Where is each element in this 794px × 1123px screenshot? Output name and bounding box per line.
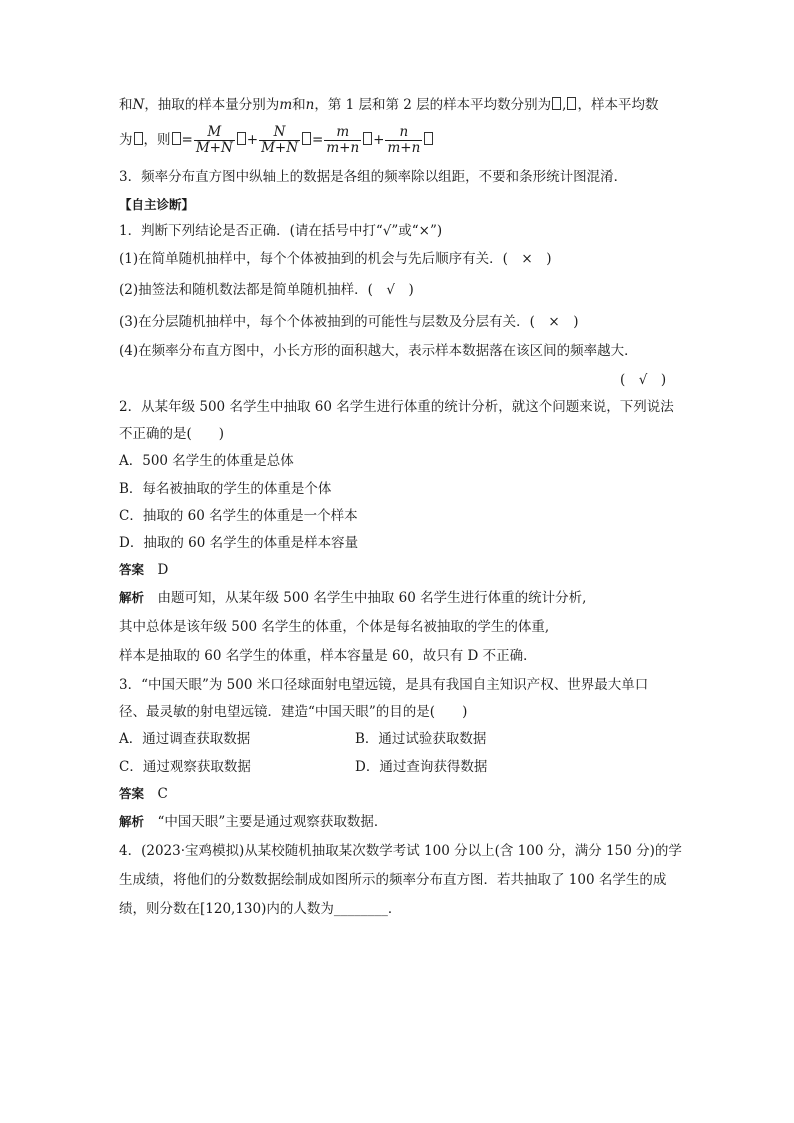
analysis-text: “中国天眼”主要是通过观察获取数据． xyxy=(157,814,388,830)
missing-glyph-box xyxy=(237,132,246,145)
q3-analysis xyxy=(119,813,387,831)
intro-line-3: 3．频率分布直方图中纵轴上的数据是各组的频率除以组距，不要和条形统计图混淆． xyxy=(119,169,628,185)
missing-glyph-box xyxy=(552,97,561,110)
fraction-denominator: M+N xyxy=(261,140,299,156)
q1-item-4: (4)在频率分布直方图中，小长方形的面积越大，表示样本数据落在该区间的频率越大． xyxy=(119,343,638,359)
q3-option-d: D．通过查询获得数据 xyxy=(355,759,488,775)
plus-sign: + xyxy=(246,132,259,148)
q2-analysis-line-3: 样本是抽取的 60 名学生的体重，样本容量是 60，故只有 D 不正确． xyxy=(119,648,537,664)
fraction-denominator: m+n xyxy=(387,140,421,156)
q1-item-3: (3)在分层随机抽样中，每个个体被抽到的可能性与层数及分层有关．( × ) xyxy=(119,314,579,330)
q2-stem-line-1: 2．从某年级 500 名学生中抽取 60 名学生进行体重的统计分析，就这个问题来说，下列说法 xyxy=(119,399,674,415)
equals-sign: = xyxy=(181,132,193,148)
intro-line-1: 和N，抽取的样本量分别为m和n，第 1 层和第 2 层的样本平均数分别为 , ，样本平均数 xyxy=(119,97,659,113)
q4-line-2: 生成绩，将他们的分数数据绘制成如图所示的频率分布直方图．若共抽取了 100 名学生的成 xyxy=(119,872,667,888)
text: 和 xyxy=(292,97,306,113)
answer-label: 答案 xyxy=(119,786,145,801)
text: 和 xyxy=(119,97,133,113)
q1-stem: 1．判断下列结论是否正确．(请在括号中打“√”或“×”) xyxy=(119,223,443,239)
math-var: m xyxy=(279,97,293,113)
q2-analysis-line-1 xyxy=(119,589,586,607)
fraction-numerator: n xyxy=(385,125,422,141)
text: ，第 1 层和第 2 层的样本平均数分别为 xyxy=(314,97,552,113)
answer-value: D xyxy=(157,562,169,578)
text: ，抽取的样本量分别为 xyxy=(144,97,280,113)
fraction-denominator: m+n xyxy=(326,140,360,156)
q2-option-d: D．抽取的 60 名学生的体重是样本容量 xyxy=(119,535,359,551)
q1-item-1: (1)在简单随机抽样中，每个个体被抽到的机会与先后顺序有关．( × ) xyxy=(119,251,552,267)
plus-sign: + xyxy=(373,132,385,148)
q4-line-3: 绩，则分数在[120,130)内的人数为________． xyxy=(119,901,402,917)
missing-glyph-box xyxy=(424,132,433,145)
fraction xyxy=(259,125,300,156)
text: ，样本平均数 xyxy=(577,97,659,113)
fraction-numerator: m xyxy=(324,125,361,141)
answer-label: 答案 xyxy=(119,562,145,577)
q1-item-2: (2)抽签法和随机数法都是简单随机抽样．( √ ) xyxy=(119,282,414,298)
q3-option-b: B．通过试验获取数据 xyxy=(355,731,487,747)
math-var: N xyxy=(132,97,145,113)
equals-sign: = xyxy=(312,132,324,148)
fraction xyxy=(194,125,235,156)
q3-option-c: C．通过观察获取数据 xyxy=(119,759,251,775)
q3-options-row-1 xyxy=(119,730,487,748)
missing-glyph-box xyxy=(567,97,576,110)
text: 为 xyxy=(119,132,133,148)
text: ，则 xyxy=(143,132,171,148)
analysis-label: 解析 xyxy=(119,590,145,605)
q2-option-b: B．每名被抽取的学生的体重是个体 xyxy=(119,481,332,497)
fraction-denominator: M+N xyxy=(195,140,233,156)
q2-analysis-line-2: 其中总体是该年级 500 名学生的体重，个体是每名被抽取的学生的体重, xyxy=(119,619,550,635)
missing-glyph-box xyxy=(302,132,311,145)
missing-glyph-box xyxy=(172,132,181,145)
q2-stem-line-2: 不正确的是( ) xyxy=(119,426,225,442)
q3-stem-line-1: 3．“中国天眼”为 500 米口径球面射电望远镜，是具有我国自主知识产权、世界最大单口 xyxy=(119,677,649,693)
section-title: 【自主诊断】 xyxy=(119,197,195,212)
q3-options-row-2 xyxy=(119,758,488,776)
fraction xyxy=(324,125,361,156)
fraction xyxy=(385,125,422,156)
analysis-text: 由题可知，从某年级 500 名学生中抽取 60 名学生进行体重的统计分析, xyxy=(157,590,587,606)
q2-option-c: C．抽取的 60 名学生的体重是一个样本 xyxy=(119,508,358,524)
analysis-label: 解析 xyxy=(119,814,145,829)
missing-glyph-box xyxy=(363,132,372,145)
q2-answer xyxy=(119,561,168,579)
fraction-numerator: N xyxy=(259,125,300,141)
q4-line-1: 4．(2023·宝鸡模拟)从某校随机抽取某次数学考试 100 分以上(含 100 分，满分 150 分)的学 xyxy=(119,843,682,859)
q1-item-4-mark: ( √ ) xyxy=(620,372,667,388)
q3-option-a: A．通过调查获取数据 xyxy=(119,731,251,747)
answer-value: C xyxy=(157,786,168,802)
math-var: n xyxy=(305,97,315,113)
q3-answer xyxy=(119,785,168,803)
missing-glyph-box xyxy=(134,132,143,145)
q2-option-a: A．500 名学生的体重是总体 xyxy=(119,453,294,469)
intro-formula-line xyxy=(119,124,434,156)
fraction-numerator: M xyxy=(194,125,235,141)
q3-stem-line-2: 径、最灵敏的射电望远镜．建造“中国天眼”的目的是( ) xyxy=(119,704,468,720)
